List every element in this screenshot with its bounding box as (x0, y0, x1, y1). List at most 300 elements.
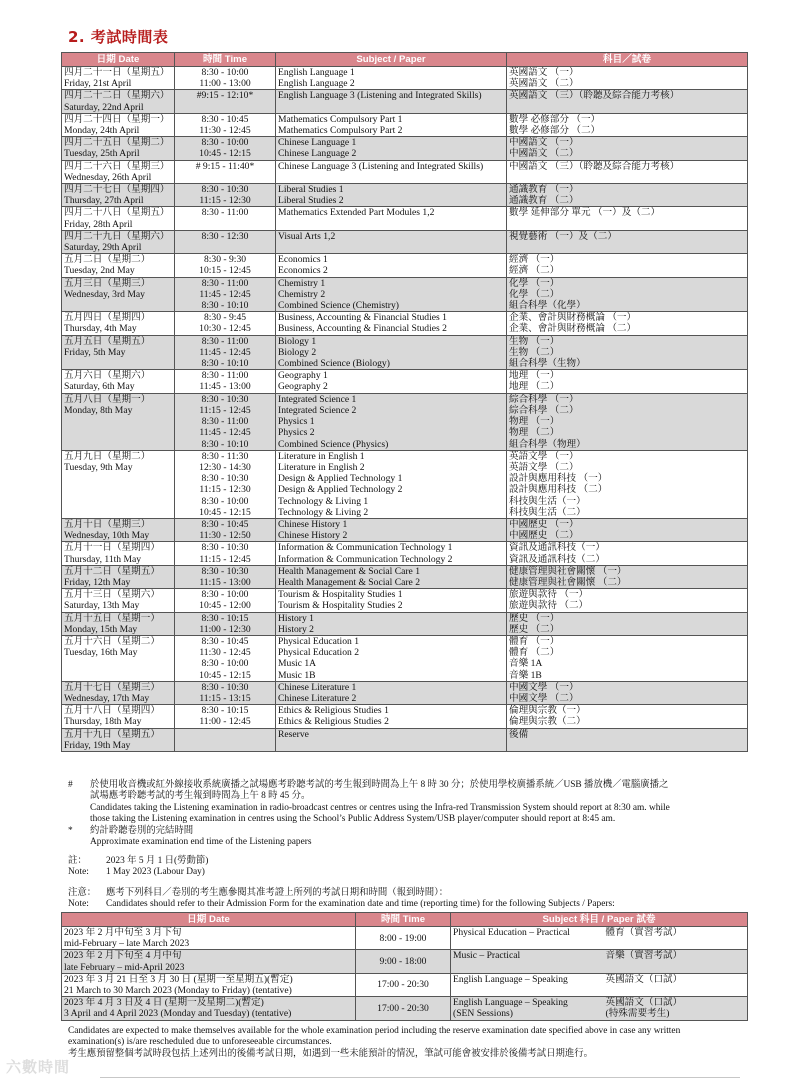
schedule-subject (451, 997, 604, 1020)
exam-subject (276, 67, 507, 90)
schedule-time: 8:00 - 19:00 (356, 927, 451, 950)
exam-subject-line: Chemistry 1 (278, 277, 326, 289)
exam-time-line: 10:30 - 12:45 (199, 323, 251, 335)
exam-date-line: 四月二十五日（星期二） (64, 137, 170, 149)
listening-notes (68, 780, 758, 848)
exam-time-line: 11:30 - 12:45 (199, 647, 251, 659)
exam-subject-line: Health Management & Social Care 2 (278, 576, 420, 588)
exam-time-line: 11:15 - 12:45 (199, 404, 251, 416)
exam-time-line: 8:30 - 10:30 (201, 565, 249, 577)
exam-time-line: 8:30 - 11:00 (201, 416, 249, 428)
exam-time-line: 10:45 - 12:00 (199, 600, 251, 612)
exam-subject-chinese (507, 160, 748, 183)
exam-subject-line: Chinese Literature 1 (278, 681, 357, 693)
exam-date-line: 五月十日（星期三） (64, 518, 151, 530)
header-time: 時間 Time (175, 53, 276, 67)
timetable-row (62, 160, 748, 183)
exam-date (62, 705, 175, 728)
exam-time (175, 612, 276, 635)
timetable-row (62, 113, 748, 136)
star-note-zh: 約計聆聽卷別的完結時間 (90, 825, 194, 836)
exam-subject-line: Integrated Science 2 (278, 404, 357, 416)
schedule-date (62, 927, 356, 950)
schedule-date-line: 2023 年 3 月 21 日至 3 月 30 日 (星期一至星期五)(暫定) (64, 973, 293, 985)
exam-subject-chinese-line: 英語文學 （二） (509, 461, 579, 473)
exam-time-line: 11:30 - 12:45 (199, 125, 251, 137)
exam-date-line: 四月二十八日（星期五） (64, 207, 170, 219)
schedule-subject-line: English Language – Speaking (453, 973, 568, 985)
exam-subject-chinese-line: 物理 （二） (509, 427, 560, 439)
exam-subject-chinese-line: 經濟 （二） (509, 265, 560, 277)
exam-subject-line: Chinese Language 3 (Listening and Integrated Skills) (278, 160, 484, 172)
exam-time-line: 11:15 - 13:00 (199, 576, 251, 588)
exam-subject-chinese (507, 518, 748, 541)
schedule-header-time: 時間 Time (356, 913, 451, 927)
exam-subject-line: Geography 1 (278, 370, 328, 382)
exam-time-line: 11:45 - 13:00 (199, 381, 251, 393)
exam-time-line: 8:30 - 10:00 (201, 658, 249, 670)
exam-time-line: 8:30 - 10:45 (201, 113, 249, 125)
exam-subject-chinese-line: 數學 延伸部分 單元 （一）及（二） (509, 207, 661, 219)
exam-subject-chinese-line: 物理 （一） (509, 416, 560, 428)
exam-date (62, 230, 175, 253)
exam-subject-line: History 2 (278, 623, 314, 635)
exam-subject-chinese-line: 視覺藝術 （一）及（二） (509, 230, 617, 242)
exam-time-line: 8:30 - 10:10 (201, 358, 249, 370)
timetable-row (62, 518, 748, 541)
exam-subject-chinese (507, 589, 748, 612)
exam-subject-chinese (507, 207, 748, 230)
exam-time-line: 8:30 - 10:00 (201, 137, 249, 149)
schedule-subject-chinese-line: 體育（實習考試） (605, 927, 683, 938)
schedule-subject-line: English Language – Speaking (453, 997, 568, 1009)
exam-subject-line: Reserve (278, 728, 309, 740)
exam-date-line: 五月十一日（星期四） (64, 542, 160, 554)
timetable-row (62, 90, 748, 113)
exam-date-line: Thursday, 27th April (64, 195, 144, 207)
exam-date (62, 635, 175, 681)
exam-subject-chinese-line: 中國歷史 （二） (509, 530, 579, 542)
timetable-row (62, 450, 748, 518)
exam-date-line: 五月十二日（星期五） (64, 565, 160, 577)
exam-date-line: 五月十七日（星期三） (64, 681, 160, 693)
exam-time (175, 589, 276, 612)
exam-subject-chinese (507, 370, 748, 393)
schedule-date-line: 2023 年 2 月中旬至 3 月下旬 (64, 927, 182, 938)
exam-date-line: Friday, 12th May (64, 576, 131, 588)
exam-subject-chinese-line: 倫理與宗教（一） (509, 705, 586, 717)
exam-time (175, 113, 276, 136)
exam-subject-chinese-line: 化學 （一） (509, 277, 560, 289)
timetable-row (62, 635, 748, 681)
exam-time (175, 207, 276, 230)
exam-time (175, 160, 276, 183)
exam-subject-chinese-line: 英語文學 （一） (509, 450, 579, 462)
exam-date (62, 728, 175, 751)
schedule-header-date: 日期 Date (62, 913, 356, 927)
timetable-row (62, 612, 748, 635)
exam-subject-chinese-line: 中國語文 （三）（聆聽及綜合能力考核） (509, 160, 680, 172)
exam-subject-line: Music 1B (278, 669, 316, 681)
exam-subject-line: Technology & Living 1 (278, 495, 369, 507)
exam-subject-line: Biology 1 (278, 335, 317, 347)
exam-subject-chinese-line: 中國歷史 （一） (509, 518, 579, 530)
exam-subject-chinese-line: 組合科學（生物） (509, 358, 586, 370)
exam-time-line: 8:30 - 11:00 (201, 277, 249, 289)
exam-subject-line: History 1 (278, 612, 314, 624)
exam-time-line: 8:30 - 10:10 (201, 300, 249, 312)
exam-date-line: 五月五日（星期五） (64, 335, 151, 347)
exam-time (175, 230, 276, 253)
exam-time-line: 8:30 - 10:15 (201, 705, 249, 717)
exam-date-line: 五月十五日（星期一） (64, 612, 160, 624)
timetable-row (62, 254, 748, 277)
exam-date (62, 393, 175, 450)
exam-subject-line: Tourism & Hospitality Studies 1 (278, 589, 403, 601)
labour-day-note (68, 856, 758, 879)
exam-subject-chinese-line: 中國文學 （二） (509, 692, 579, 704)
exam-subject-line: Liberal Studies 1 (278, 184, 344, 196)
exam-subject-chinese-line: 企業、會計與財務概論 （一） (509, 312, 637, 324)
exam-time-line: 8:30 - 10:00 (201, 589, 249, 601)
exam-subject-chinese-line: 歷史 （一） (509, 612, 560, 624)
schedule-date-line: 21 March to 30 March 2023 (Monday to Friday) (tentative) (64, 985, 292, 997)
exam-date (62, 184, 175, 207)
exam-date (62, 207, 175, 230)
exam-subject-chinese (507, 705, 748, 728)
exam-subject (276, 90, 507, 113)
exam-subject-chinese-line: 歷史 （二） (509, 623, 560, 635)
exam-time-line: 11:00 - 13:00 (199, 78, 251, 90)
exam-subject-chinese-line: 英國語文 （三）（聆聽及綜合能力考核） (509, 90, 680, 102)
admission-form-schedule (61, 912, 748, 1021)
note-label-en: Note: (68, 867, 89, 878)
exam-subject-chinese (507, 137, 748, 160)
exam-date (62, 612, 175, 635)
exam-date-line: Tuesday, 9th May (64, 461, 133, 473)
exam-subject-chinese-line: 通識教育 （一） (509, 184, 579, 196)
exam-subject-chinese (507, 335, 748, 370)
exam-time-line: 8:30 - 10:30 (201, 184, 249, 196)
exam-subject-line: Design & Applied Technology 2 (278, 484, 403, 496)
schedule-subject-line: Physical Education – Practical (453, 927, 570, 938)
exam-date-line: 五月十九日（星期五） (64, 728, 160, 740)
exam-date-line: Thursday, 11th May (64, 553, 142, 565)
exam-date-line: Tuesday, 16th May (64, 647, 138, 659)
exam-subject-line: Geography 2 (278, 381, 328, 393)
exam-time (175, 312, 276, 335)
schedule-subject-chinese (604, 927, 748, 950)
schedule-subject (451, 973, 604, 996)
exam-subject-chinese (507, 113, 748, 136)
exam-subject-line: Chemistry 2 (278, 288, 326, 300)
exam-date (62, 518, 175, 541)
exam-time-line: 8:30 - 9:30 (203, 254, 247, 266)
exam-time-line: 8:30 - 10:00 (201, 67, 249, 78)
schedule-time: 17:00 - 20:30 (356, 997, 451, 1020)
exam-subject-chinese-line: 中國文學 （一） (509, 681, 579, 693)
exam-date (62, 137, 175, 160)
exam-subject-line: Physics 1 (278, 416, 315, 428)
exam-subject-line: Music 1A (278, 658, 317, 670)
exam-subject-chinese-line: 旅遊與款待 （一） (509, 589, 589, 601)
schedule-subject-chinese (604, 973, 748, 996)
exam-subject-line: Biology 2 (278, 346, 317, 358)
exam-time (175, 277, 276, 312)
exam-date-line: Friday, 21st April (64, 78, 132, 90)
exam-time-line: 11:00 - 12:30 (199, 623, 251, 635)
timetable-row (62, 312, 748, 335)
schedule-time: 17:00 - 20:30 (356, 973, 451, 996)
exam-time-line: 8:30 - 10:30 (201, 681, 249, 693)
exam-date (62, 160, 175, 183)
exam-subject (276, 705, 507, 728)
schedule-subject-chinese-line: 英國語文（口試） (605, 997, 683, 1009)
timetable-row (62, 370, 748, 393)
exam-subject-line: Information & Communication Technology 2 (278, 553, 453, 565)
exam-subject-chinese-line: 生物 （二） (509, 346, 560, 358)
exam-time (175, 393, 276, 450)
exam-subject-chinese-line: 設計與應用科技 （二） (509, 484, 608, 496)
exam-date (62, 67, 175, 90)
exam-date-line: 五月六日（星期六） (64, 370, 151, 382)
exam-subject (276, 184, 507, 207)
exam-time-line: 12:30 - 14:30 (199, 461, 251, 473)
exam-subject-chinese (507, 67, 748, 90)
exam-subject (276, 728, 507, 751)
exam-time-line: 11:15 - 12:30 (199, 484, 251, 496)
exam-subject-chinese-line: 企業、會計與財務概論 （二） (509, 323, 637, 335)
exam-time-line: 8:30 - 11:00 (201, 207, 249, 219)
attention-label-zh: 注意： (68, 888, 97, 898)
exam-subject-line: Information & Communication Technology 1 (278, 542, 453, 554)
timetable-row (62, 705, 748, 728)
attention-zh: 應考下列科目／卷別的考生應參閱其准考證上所列的考試日期和時間（報到時間）： (106, 888, 449, 898)
exam-subject-line: Integrated Science 1 (278, 393, 357, 405)
exam-subject-chinese-line: 通識教育 （二） (509, 195, 579, 207)
schedule-subject-line: Music – Practical (453, 950, 521, 962)
exam-subject-line: Chinese Language 2 (278, 148, 357, 160)
exam-subject-chinese-line: 資訊及通訊科技（二） (509, 553, 605, 565)
exam-date-line: 四月二十二日（星期六） (64, 90, 170, 102)
exam-time-line: 10:45 - 12:15 (199, 669, 251, 681)
exam-date-line: 四月二十四日（星期一） (64, 113, 170, 125)
header-date: 日期 Date (62, 53, 175, 67)
exam-subject-chinese-line: 綜合科學 （一） (509, 393, 579, 405)
exam-subject-chinese (507, 254, 748, 277)
timetable-row (62, 681, 748, 704)
exam-time-line: 8:30 - 11:00 (201, 335, 249, 347)
schedule-date-line: 2023 年 2 月下旬至 4 月中旬 (64, 950, 182, 962)
exam-time-line: 8:30 - 9:45 (203, 312, 247, 324)
exam-subject-line: Economics 1 (278, 254, 328, 266)
page-title: 2. 考試時間表 (68, 28, 169, 46)
exam-subject-line: Visual Arts 1,2 (278, 230, 336, 242)
attention-en: Candidates should refer to their Admission Form for the examination date and time (reporting time) for the following Subjects / Papers: (106, 899, 615, 910)
exam-time (175, 137, 276, 160)
exam-time (175, 450, 276, 518)
exam-time (175, 565, 276, 588)
exam-date-line: Saturday, 6th May (64, 381, 135, 393)
schedule-date (62, 997, 356, 1020)
exam-date-line: Friday, 5th May (64, 346, 126, 358)
exam-subject-line: Combined Science (Physics) (278, 438, 389, 450)
exam-date-line: Wednesday, 3rd May (64, 288, 145, 300)
exam-subject-chinese-line: 英國語文 （一） (509, 67, 579, 78)
exam-date (62, 370, 175, 393)
exam-subject-chinese-line: 科技與生活（一） (509, 495, 586, 507)
exam-time-line: 8:30 - 11:00 (201, 370, 249, 382)
exam-time-line: 11:15 - 13:15 (199, 692, 251, 704)
footnote-en-line2: examination(s) is/are rescheduled due to unforeseeable circumstances. (68, 1037, 332, 1048)
exam-subject-chinese-line: 中國語文 （二） (509, 148, 579, 160)
exam-date (62, 113, 175, 136)
timetable-row (62, 393, 748, 450)
exam-date-line: Thursday, 18th May (64, 716, 142, 728)
schedule-row (62, 973, 748, 996)
exam-subject-line: Business, Accounting & Financial Studies 2 (278, 323, 447, 335)
schedule-date-line: 2023 年 4 月 3 日及 4 日 (星期一及星期二)(暫定) (64, 997, 264, 1009)
exam-subject-line: Ethics & Religious Studies 2 (278, 716, 389, 728)
exam-date (62, 565, 175, 588)
schedule-subject-chinese (604, 997, 748, 1020)
exam-date (62, 542, 175, 565)
exam-subject-line: Mathematics Extended Part Modules 1,2 (278, 207, 435, 219)
exam-subject (276, 370, 507, 393)
exam-date-line: Wednesday, 26th April (64, 171, 152, 183)
attention-note (68, 888, 758, 911)
exam-date-line: Saturday, 29th April (64, 242, 142, 254)
schedule-date (62, 973, 356, 996)
exam-subject-chinese (507, 728, 748, 751)
exam-date-line: 五月二日（星期二） (64, 254, 151, 266)
exam-date (62, 335, 175, 370)
hash-note-zh-line2: 試場應考聆聽考試的考生報到時間為上午 8 時 45 分。 (90, 791, 311, 802)
exam-timetable (61, 52, 748, 752)
timetable-row (62, 589, 748, 612)
exam-subject-line: Physical Education 2 (278, 647, 359, 659)
exam-subject-line: Design & Applied Technology 1 (278, 473, 403, 485)
exam-time-line: 8:30 - 12:30 (201, 230, 249, 242)
exam-subject-line: Mathematics Compulsory Part 1 (278, 113, 403, 125)
exam-subject-chinese (507, 312, 748, 335)
exam-subject (276, 681, 507, 704)
hash-note-zh-line1: 於使用收音機或紅外線接收系統廣播之試場應考聆聽考試的考生報到時間為上午 8 時 30 分；於使用學校廣播系統／USB 播放機／電腦廣播之 (90, 780, 669, 790)
exam-date-line: Monday, 15th May (64, 623, 138, 635)
exam-subject (276, 518, 507, 541)
exam-subject-chinese-line: 體育 （一） (509, 635, 560, 647)
exam-subject-line: Economics 2 (278, 265, 328, 277)
exam-time-line: 11:45 - 12:45 (199, 427, 251, 439)
exam-subject-line: English Language 3 (Listening and Integrated Skills) (278, 90, 482, 102)
exam-subject-line: Business, Accounting & Financial Studies 1 (278, 312, 447, 324)
exam-time (175, 635, 276, 681)
exam-date-line: Monday, 8th May (64, 404, 133, 416)
exam-date-line: 五月十六日（星期二） (64, 635, 160, 647)
exam-subject-chinese-line: 體育 （二） (509, 647, 560, 659)
schedule-subject-chinese-line: 音樂（實習考試） (605, 950, 683, 962)
exam-subject-chinese-line: 地理 （二） (509, 381, 560, 393)
exam-subject-chinese (507, 565, 748, 588)
exam-time (175, 90, 276, 113)
footnote-en-line1: Candidates are expected to make themselves available for the whole examination period including the reserve examination date specified above in case any written (68, 1026, 681, 1036)
schedule-row (62, 997, 748, 1020)
exam-date-line: 五月十八日（星期四） (64, 705, 160, 717)
exam-time-line: 11:15 - 12:30 (199, 195, 251, 207)
exam-time-line: 8:30 - 10:30 (201, 473, 249, 485)
exam-date-line: 四月二十七日（星期四） (64, 184, 170, 196)
exam-subject-chinese-line: 健康管理與社會關懷 （一） (509, 565, 627, 577)
exam-date-line: Tuesday, 2nd May (64, 265, 135, 277)
exam-time (175, 184, 276, 207)
timetable-header-row (62, 53, 748, 67)
exam-subject-line: Health Management & Social Care 1 (278, 565, 420, 577)
timetable-row (62, 542, 748, 565)
schedule-subject (451, 927, 604, 950)
exam-subject-chinese (507, 612, 748, 635)
exam-time (175, 67, 276, 90)
exam-date (62, 90, 175, 113)
footnote-zh: 考生應預留整個考試時段包括上述列出的後備考試日期，如遇到一些未能預計的情況，筆試可能會被安排於後備考試日期進行。 (68, 1048, 594, 1059)
exam-time-line: 11:45 - 12:45 (199, 346, 251, 358)
exam-subject-chinese-line: 數學 必修部分 （二） (509, 125, 601, 137)
exam-subject-chinese-line: 組合科學（物理） (509, 438, 586, 450)
exam-time-line: 8:30 - 10:45 (201, 635, 249, 647)
timetable-row (62, 565, 748, 588)
schedule-subject-chinese-line: 英國語文（口試） (605, 973, 683, 985)
timetable-row (62, 67, 748, 90)
exam-subject-chinese (507, 184, 748, 207)
exam-date (62, 589, 175, 612)
exam-subject-chinese-line: 經濟 （一） (509, 254, 560, 266)
exam-subject (276, 113, 507, 136)
exam-subject-chinese-line: 數學 必修部分 （一） (509, 113, 601, 125)
exam-date-line: 五月八日（星期一） (64, 393, 151, 405)
exam-subject-chinese-line: 音樂 1B (509, 669, 542, 681)
exam-subject-chinese-line: 資訊及通訊科技（一） (509, 542, 605, 554)
exam-time (175, 518, 276, 541)
exam-time-line: 10:45 - 12:15 (199, 506, 251, 518)
exam-time-line: 11:45 - 12:45 (199, 288, 251, 300)
exam-subject-chinese (507, 393, 748, 450)
exam-subject-line: English Language 2 (278, 78, 355, 90)
exam-time-line: 8:30 - 10:30 (201, 542, 249, 554)
hash-note-en-line2: those taking the Listening examination in centres using the School’s Public Address System/USB player/computer should report at 8:45 am. (90, 814, 616, 825)
exam-subject-chinese (507, 681, 748, 704)
exam-time (175, 542, 276, 565)
timetable-row (62, 230, 748, 253)
schedule-header-subject: Subject 科目 / Paper 試卷 (451, 913, 748, 927)
exam-time-line: 8:30 - 10:45 (201, 518, 249, 530)
exam-time-line: 11:15 - 12:45 (199, 553, 251, 565)
schedule-time: 9:00 - 18:00 (356, 950, 451, 973)
exam-subject (276, 137, 507, 160)
exam-subject-line: Physical Education 1 (278, 635, 359, 647)
schedule-row (62, 950, 748, 973)
timetable-row (62, 207, 748, 230)
exam-subject-chinese-line: 中國語文 （一） (509, 137, 579, 149)
exam-subject (276, 335, 507, 370)
exam-time-line: #9:15 - 12:10* (196, 90, 254, 102)
exam-subject-line: Mathematics Compulsory Part 2 (278, 125, 403, 137)
exam-time-line: # 9:15 - 11:40* (195, 160, 255, 172)
schedule-date (62, 950, 356, 973)
exam-subject-chinese-line: 地理 （一） (509, 370, 560, 382)
schedule-subject-line: (SEN Sessions) (453, 1008, 513, 1020)
exam-subject-chinese-line: 英國語文 （二） (509, 78, 579, 90)
exam-date-line: 五月九日（星期二） (64, 450, 151, 462)
note-zh: 2023 年 5 月 1 日(勞動節) (106, 856, 209, 866)
